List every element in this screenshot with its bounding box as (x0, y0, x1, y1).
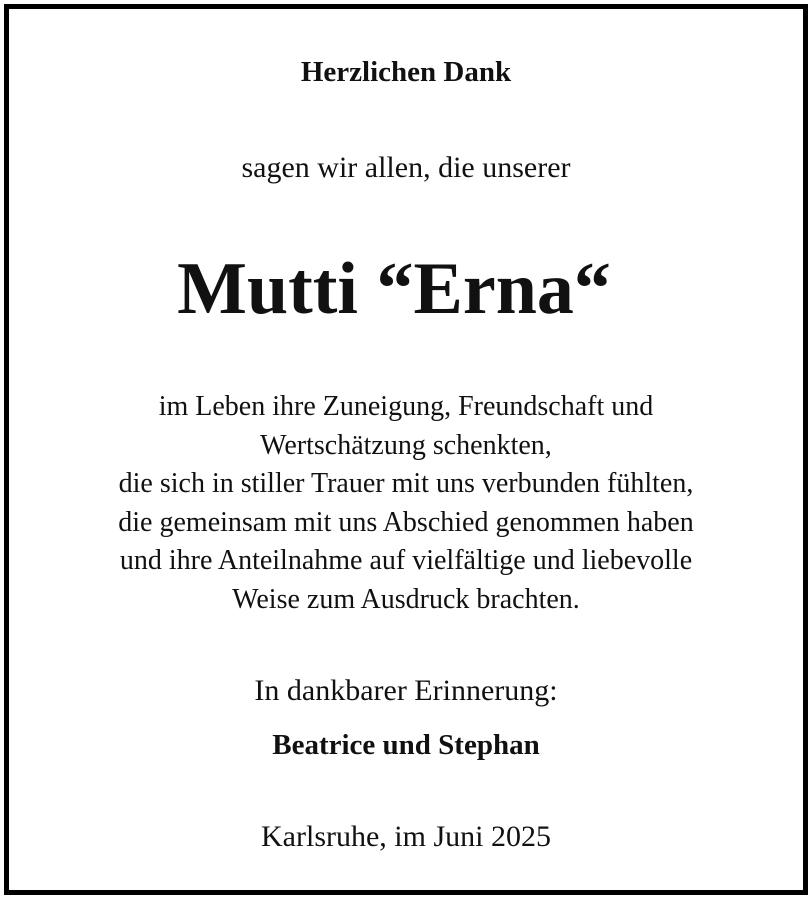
notice-body (9, 388, 803, 619)
notice-heading: Herzlichen Dank (300, 56, 512, 88)
closing-phrase: In dankbarer Erinnerung: (254, 674, 558, 707)
body-line: und ihre Anteilnahme auf vielfältige und liebevolle (119, 545, 693, 576)
body-line: die sich in stiller Trauer mit uns verbunden fühlten, (118, 468, 694, 499)
deceased-name: Mutti “Erna“ (177, 248, 611, 330)
notice-frame (4, 4, 808, 895)
body-line: Weise zum Ausdruck brachten. (232, 583, 580, 615)
body-line: Wertschätzung schenkten, (260, 429, 552, 461)
place-and-date: Karlsruhe, im Juni 2025 (261, 820, 551, 853)
body-line: im Leben ihre Zuneigung, Freundschaft und (158, 391, 654, 422)
body-line: die gemeinsam mit uns Abschied genommen haben (118, 506, 694, 538)
signers: Beatrice und Stephan (272, 729, 540, 761)
notice-intro: sagen wir allen, die unserer (241, 151, 571, 184)
